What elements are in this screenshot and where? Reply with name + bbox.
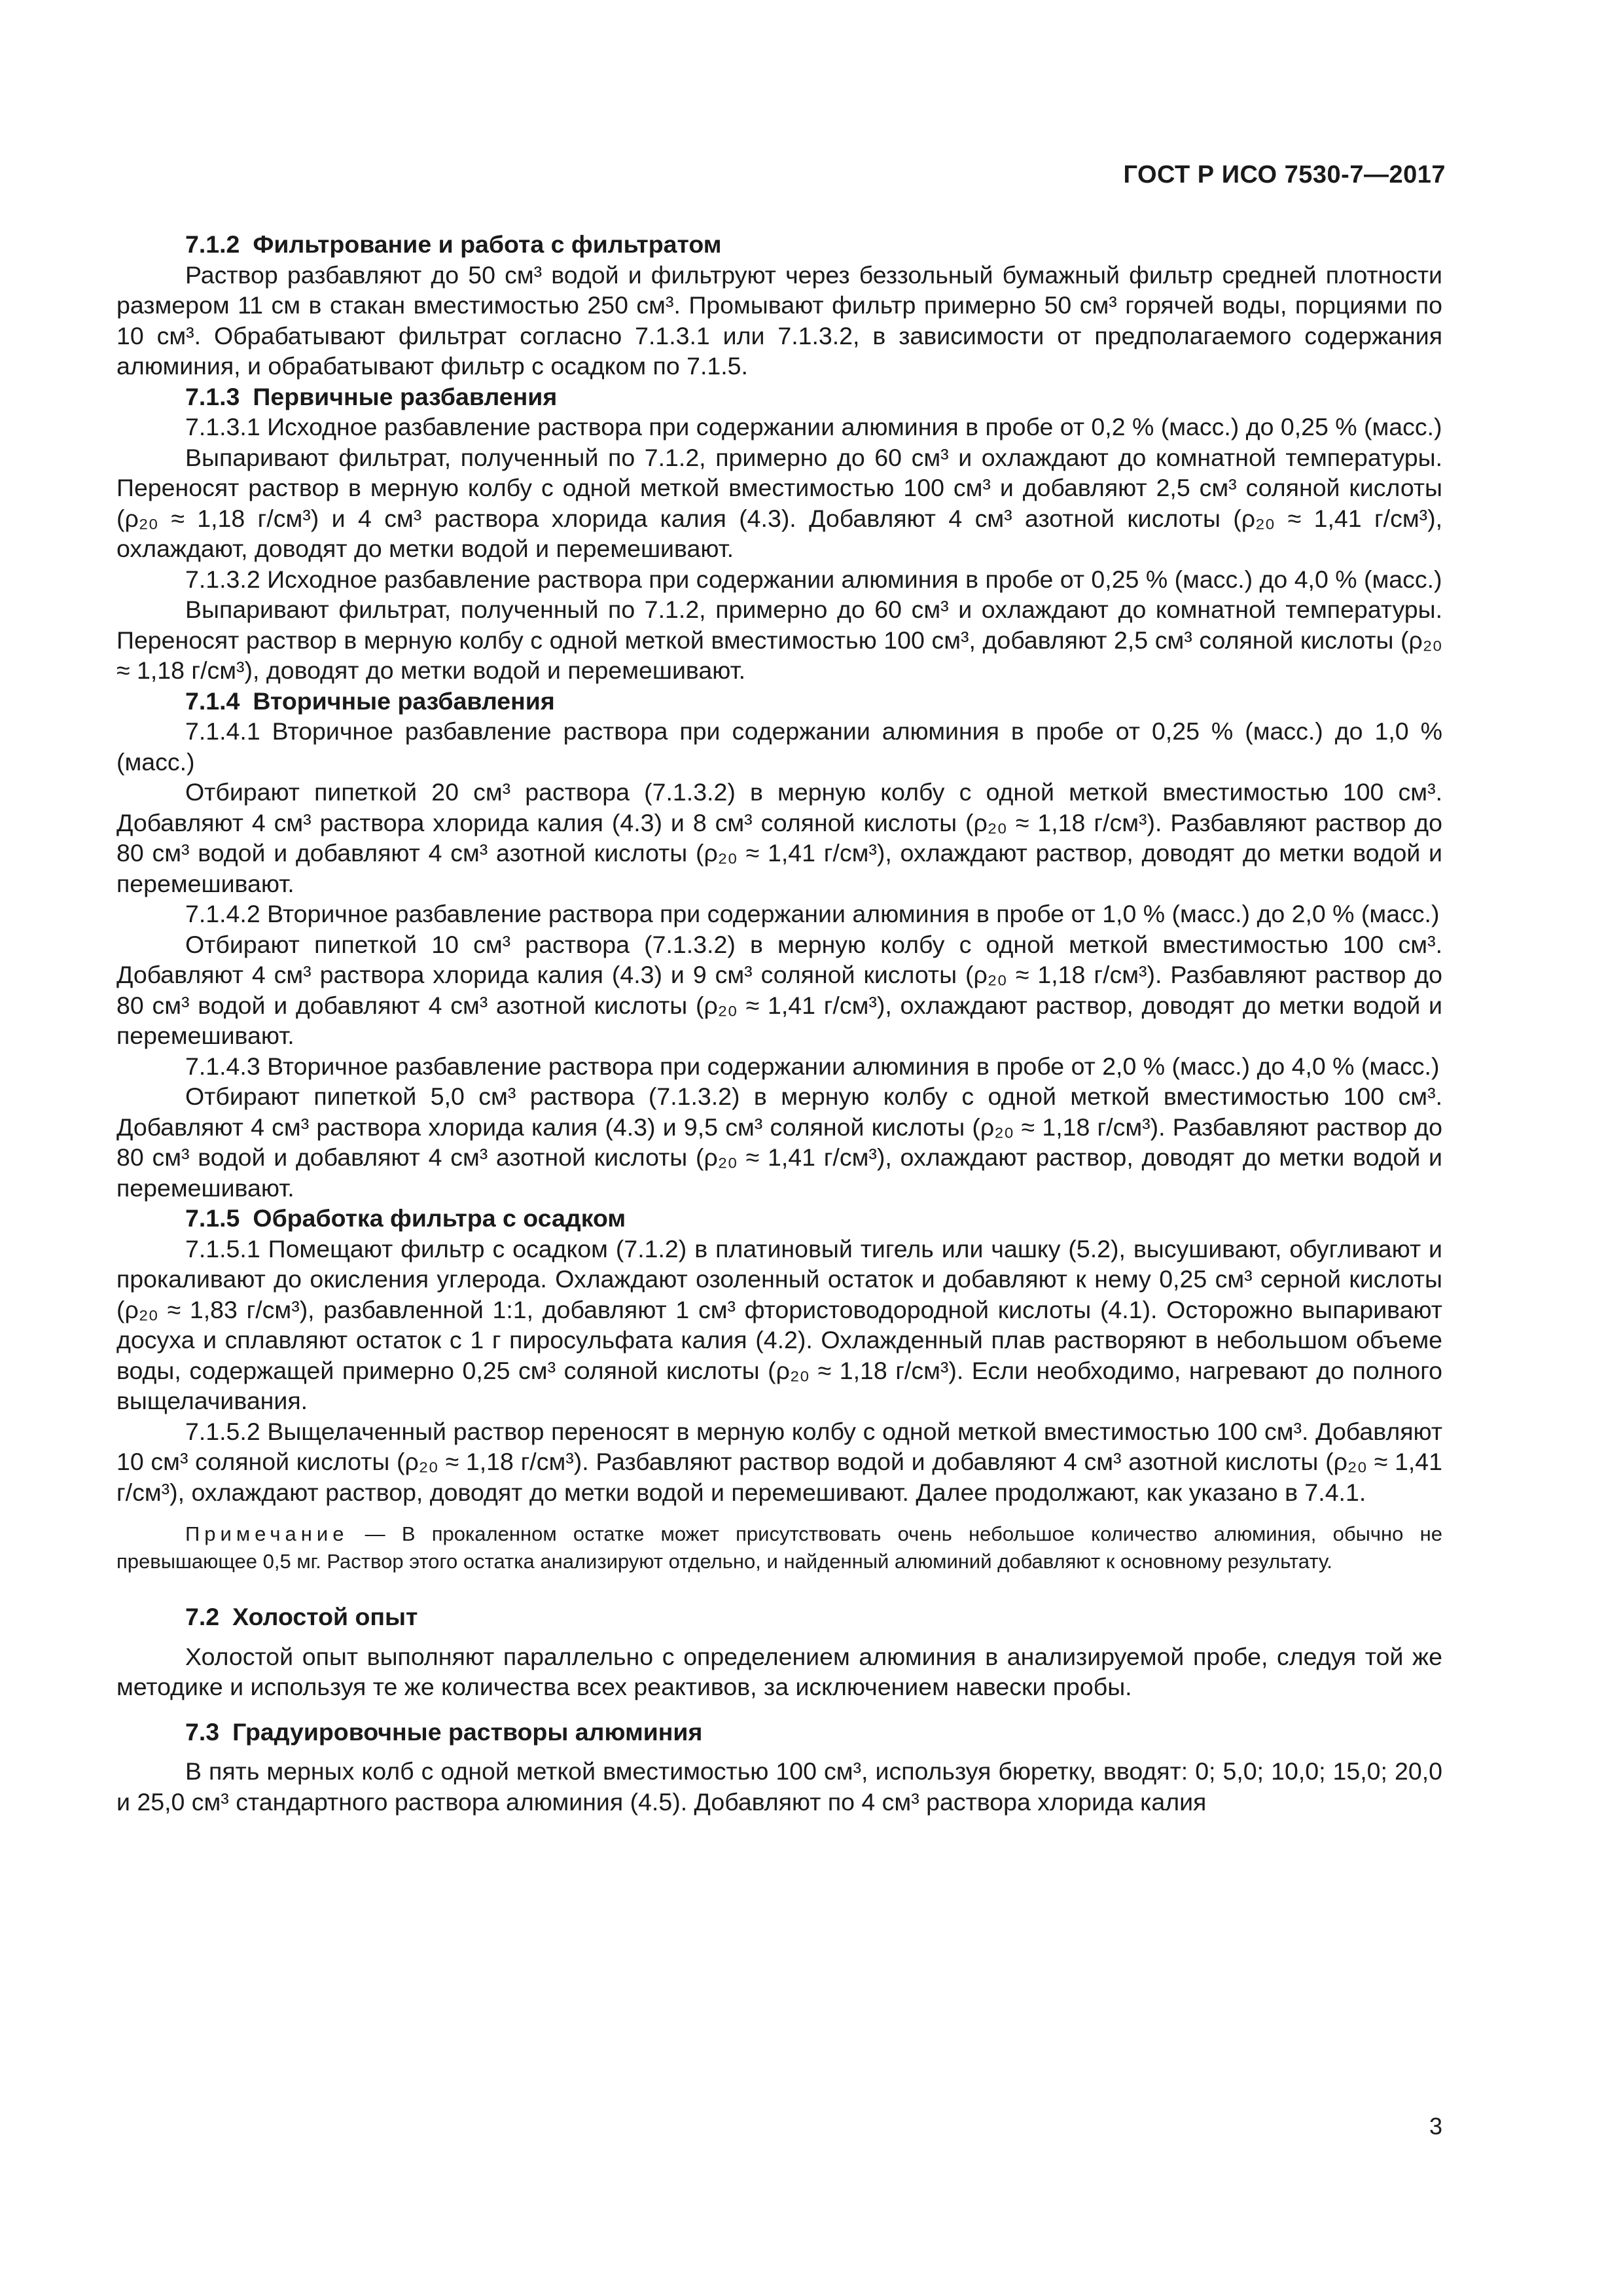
section-title: Обработка фильтра с осадком — [253, 1204, 626, 1232]
paragraph: Отбирают пипеткой 5,0 см³ раствора (7.1.3.2) в мерную колбу с одной меткой вместимостью 100 см³. Добавляют 4 см³ раствора хлорида калия (4.3) и 9,5 см³ соляной кислоты (ρ₂₀ ≈ 1,18 г/см³). Разбавляют раствор до 80 см³ водой и добавляют 4 см³ азотной кислоты (ρ₂₀ ≈ 1,41 г/см³), охлаждают раствор, доводят до метки водой и перемешивают. — [116, 1083, 1442, 1202]
section-heading — [116, 1203, 1442, 1234]
paragraph: Отбирают пипеткой 20 см³ раствора (7.1.3.2) в мерную колбу с одной меткой вместимостью 100 см³. Добавляют 4 см³ раствора хлорида калия (4.3) и 8 см³ соляной кислоты (ρ₂₀ ≈ 1,18 г/см³). Разбавляют раствор до 80 см³ водой и добавляют 4 см³ азотной кислоты (ρ₂₀ ≈ 1,41 г/см³), охлаждают раствор, доводят до метки водой и перемешивают. — [116, 778, 1442, 897]
paragraph: Раствор разбавляют до 50 см³ водой и фильтруют через беззольный бумажный фильтр средней плотности размером 11 см в стакан вместимостью 250 см³. Промывают фильтр примерно 50 см³ горячей воды, порциями по 10 см³. Обрабатывают фильтрат согласно 7.1.3.1 или 7.1.3.2, в зависимости от предполагаемого содержания алюминия, и обрабатывают фильтр с осадком по 7.1.5. — [116, 260, 1442, 380]
document-code: ГОСТ Р ИСО 7530-7—2017 — [1123, 161, 1446, 188]
section-number: 7.3 — [185, 1717, 220, 1746]
section-heading — [116, 1602, 1442, 1632]
note-label: Примечание — [185, 1522, 349, 1545]
document-body — [116, 229, 1442, 1817]
section-title: Вторичные разбавления — [253, 687, 555, 715]
paragraph: Выпаривают фильтрат, полученный по 7.1.2, примерно до 60 см³ и охлаждают до комнатной температуры. Переносят раствор в мерную колбу с одной меткой вместимостью 100 см³, добавляют 2,5 см³ соляной кислоты (ρ₂₀ ≈ 1,18 г/см³), доводят до метки водой и перемешивают. — [116, 596, 1442, 684]
note-text: — В прокаленном остатке может присутствовать очень небольшое количество алюминия, обычно не превышающее 0,5 мг. Раствор этого остатка анализируют отдельно, и найденный алюминий добавляют к основному результату. — [116, 1522, 1442, 1573]
paragraph: Выпаривают фильтрат, полученный по 7.1.2, примерно до 60 см³ и охлаждают до комнатной температуры. Переносят раствор в мерную колбу с одной меткой вместимостью 100 см³ и добавляют 2,5 см³ соляной кислоты (ρ₂₀ ≈ 1,18 г/см³) и 4 см³ раствора хлорида калия (4.3). Добавляют 4 см³ азотной кислоты (ρ₂₀ ≈ 1,41 г/см³), охлаждают, доводят до метки водой и перемешивают. — [116, 443, 1442, 562]
section-heading — [116, 1717, 1442, 1748]
paragraph: 7.1.5.2 Выщелаченный раствор переносят в мерную колбу с одной меткой вместимостью 100 см³. Добавляют 10 см³ соляной кислоты (ρ₂₀ ≈ 1,18 г/см³). Разбавляют раствор водой и добавляют 4 см³ азотной кислоты (ρ₂₀ ≈ 1,41 г/см³), охлаждают раствор, доводят до метки водой и перемешивают. Далее продолжают, как указано в 7.4.1. — [116, 1417, 1442, 1506]
paragraph: Холостой опыт выполняют параллельно с определением алюминия в анализируемой пробе, следуя той же методике и используя те же количества всех реактивов, за исключением навески пробы. — [116, 1642, 1442, 1700]
section-title: Холостой опыт — [232, 1603, 418, 1630]
paragraph: 7.1.5.1 Помещают фильтр с осадком (7.1.2) в платиновый тигель или чашку (5.2), высушивают, обугливают и прокаливают до окисления углерода. Охлаждают озоленный остаток и добавляют к нему 0,25 см³ серной кислоты (ρ₂₀ ≈ 1,83 г/см³), разбавленной 1:1, добавляют 1 см³ фтористоводородной кислоты (4.1). Осторожно выпаривают досуха и сплавляют остаток с 1 г пиросульфата калия (4.2). Охлажденный плав растворяют в небольшом объеме воды, содержащей примерно 0,25 см³ соляной кислоты (ρ₂₀ ≈ 1,18 г/см³). Если необходимо, нагревают до полного выщелачивания. — [116, 1234, 1442, 1414]
section-heading — [116, 382, 1442, 412]
paragraph: 7.1.3.1 Исходное разбавление раствора при содержании алюминия в пробе от 0,2 % (масс.) до 0,25 % (масс.) — [185, 413, 1442, 440]
section-heading — [116, 686, 1442, 717]
section-title: Первичные разбавления — [253, 382, 558, 410]
paragraph: 7.1.4.1 Вторичное разбавление раствора при содержании алюминия в пробе от 0,25 % (масс.) до 1,0 % (масс.) — [116, 717, 1442, 776]
section-heading — [116, 229, 1442, 260]
paragraph: В пять мерных колб с одной меткой вместимостью 100 см³, используя бюретку, вводят: 0; 5,0; 10,0; 15,0; 20,0 и 25,0 см³ стандартного раствора алюминия (4.5). Добавляют по 4 см³ раствора хлорида калия — [116, 1757, 1442, 1816]
paragraph: 7.1.4.2 Вторичное разбавление раствора при содержании алюминия в пробе от 1,0 % (масс.) до 2,0 % (масс.) — [185, 900, 1440, 927]
section-title: Градуировочные растворы алюминия — [232, 1717, 703, 1746]
section-number: 7.1.3 — [185, 382, 240, 410]
paragraph: 7.1.3.2 Исходное разбавление раствора при содержании алюминия в пробе от 0,25 % (масс.) до 4,0 % (масс.) — [185, 565, 1442, 593]
paragraph: Отбирают пипеткой 10 см³ раствора (7.1.3.2) в мерную колбу с одной меткой вместимостью 100 см³. Добавляют 4 см³ раствора хлорида калия (4.3) и 9 см³ соляной кислоты (ρ₂₀ ≈ 1,18 г/см³). Разбавляют раствор до 80 см³ водой и добавляют 4 см³ азотной кислоты (ρ₂₀ ≈ 1,41 г/см³), охлаждают раствор, доводят до метки водой и перемешивают. — [116, 930, 1442, 1049]
section-number: 7.1.4 — [185, 687, 240, 715]
note — [116, 1520, 1442, 1575]
spacer — [116, 1702, 1442, 1713]
section-number: 7.2 — [185, 1603, 220, 1630]
section-number: 7.1.5 — [185, 1204, 240, 1232]
paragraph: 7.1.4.3 Вторичное разбавление раствора при содержании алюминия в пробе от 2,0 % (масс.) до 4,0 % (масс.) — [185, 1052, 1440, 1080]
section-number: 7.1.2 — [185, 230, 240, 258]
page-number: 3 — [1429, 2113, 1442, 2140]
section-title: Фильтрование и работа с фильтратом — [253, 230, 722, 258]
